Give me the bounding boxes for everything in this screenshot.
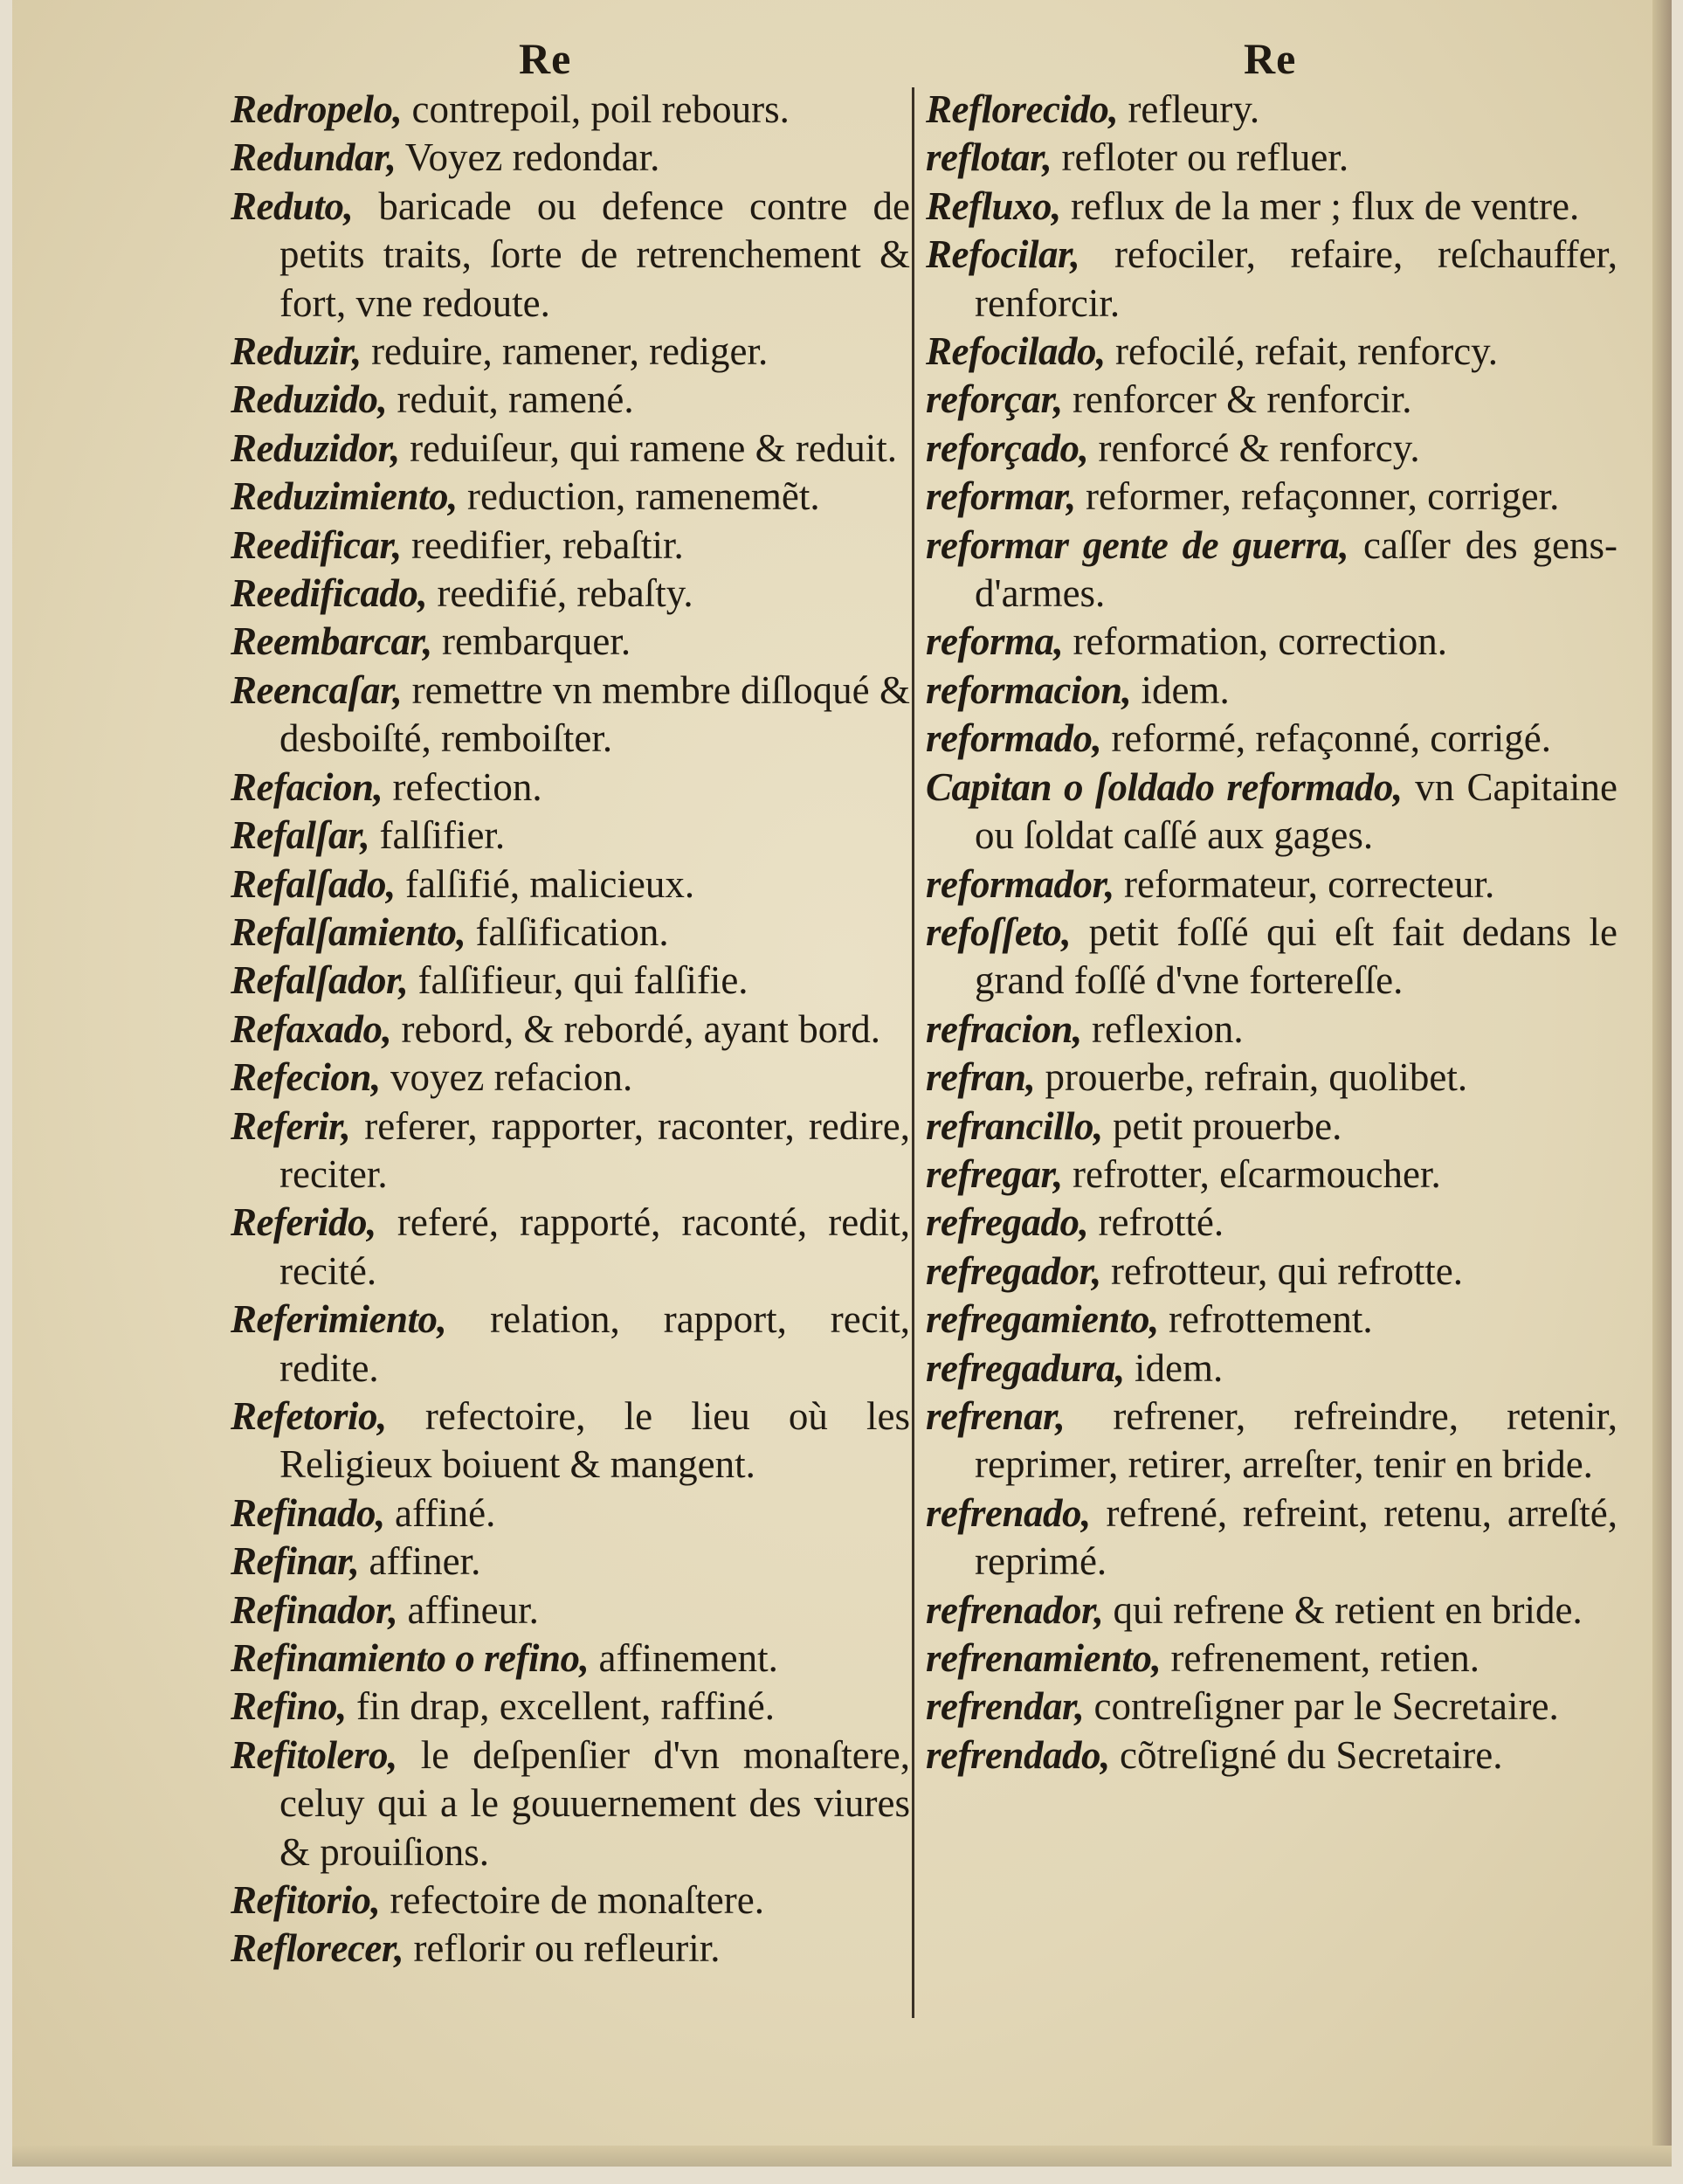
entry-headword: Refinador, <box>231 1587 398 1632</box>
entry-headword: Redropelo, <box>231 87 403 131</box>
dictionary-entry <box>926 473 1617 521</box>
entry-headword: refrendado, <box>926 1732 1110 1777</box>
entry-headword: Reduzir, <box>231 329 362 374</box>
dictionary-entry <box>231 1296 910 1393</box>
entry-definition: refrottement. <box>1158 1297 1373 1342</box>
entry-definition: rebord, & rebordé, ayant bord. <box>391 1006 881 1051</box>
dictionary-entry <box>231 1538 910 1586</box>
dictionary-entry <box>926 1151 1617 1199</box>
entry-definition: reformateur, correcteur. <box>1114 861 1495 906</box>
entry-definition: Voyez redondar. <box>396 135 660 180</box>
entry-definition: affinement. <box>589 1636 778 1680</box>
entry-definition: qui refrene & retient en bride. <box>1103 1587 1583 1632</box>
dictionary-entry <box>926 1199 1617 1247</box>
entry-headword: Reflorecido, <box>926 87 1119 131</box>
entry-definition: referé, rapporté, raconté, redit, recité. <box>279 1200 910 1293</box>
dictionary-entry <box>926 134 1617 182</box>
entry-definition: refectoire, le lieu où les Religieux boiuent & mangent. <box>279 1393 910 1487</box>
entry-headword: reformado, <box>926 716 1102 761</box>
entry-headword: Refalſamiento, <box>231 909 466 954</box>
entry-headword: refregar, <box>926 1151 1063 1196</box>
entry-headword: Refinado, <box>231 1490 385 1535</box>
book-page <box>12 0 1672 2167</box>
entry-headword: Capitan o ſoldado reformado, <box>926 764 1403 809</box>
entry-definition: refleury. <box>1118 87 1260 131</box>
entry-definition: le deſpenſier d'vn monaſtere, celuy qui a le gouuernement des viures & prouiſions. <box>279 1732 910 1874</box>
entry-definition: contreſigner par le Secretaire. <box>1084 1684 1559 1729</box>
entry-definition: caſſer des gens-d'armes. <box>975 522 1617 616</box>
entry-definition: refrené, refreint, retenu, arreſté, reprimé. <box>975 1490 1617 1584</box>
entry-headword: Reedificar, <box>231 522 402 567</box>
entry-definition: refrenement, retien. <box>1161 1636 1480 1680</box>
entry-definition: cõtreſigné du Secretaire. <box>1109 1732 1503 1777</box>
dictionary-entry <box>231 1054 910 1102</box>
entry-headword: Refinamiento o refino, <box>231 1636 590 1680</box>
entry-headword: Referir, <box>231 1103 351 1148</box>
page-edge-shadow <box>1652 0 1672 2167</box>
entry-definition: contrepoil, poil rebours. <box>402 87 790 131</box>
dictionary-entry <box>231 376 910 424</box>
entry-definition: remettre vn membre diſloqué & desboiſté, remboiſter. <box>279 667 910 761</box>
dictionary-entry <box>231 183 910 328</box>
dictionary-entry <box>231 812 910 860</box>
entry-headword: Refalſador, <box>231 958 409 1003</box>
entry-definition: referer, rapporter, raconter, redire, reciter. <box>279 1103 910 1196</box>
left-column <box>231 86 910 1973</box>
entry-headword: reformar gente de guerra, <box>926 522 1349 567</box>
dictionary-entry <box>926 425 1617 473</box>
entry-headword: Refluxo, <box>926 183 1061 228</box>
entry-definition: vn Capitaine ou ſoldat caſſé aux gages. <box>975 764 1617 858</box>
entry-headword: Reedificado, <box>231 571 428 616</box>
page-bottom-edge <box>12 2146 1672 2167</box>
dictionary-entry <box>926 1586 1617 1635</box>
entry-definition: reedifié, rebaſty. <box>427 571 693 616</box>
entry-headword: refregamiento, <box>926 1297 1159 1342</box>
dictionary-entry <box>926 1248 1617 1296</box>
dictionary-entry <box>231 1731 910 1876</box>
entry-headword: Reduzidor, <box>231 425 400 470</box>
entry-definition: prouerbe, refrain, quolibet. <box>1035 1055 1468 1100</box>
dictionary-entry <box>231 86 910 134</box>
dictionary-entry <box>231 522 910 570</box>
dictionary-entry <box>926 522 1617 619</box>
entry-definition: petit prouerbe. <box>1102 1103 1342 1148</box>
entry-definition: affiner. <box>359 1539 481 1584</box>
dictionary-entry <box>231 473 910 521</box>
entry-definition: refrotteur, qui refrotte. <box>1100 1248 1464 1293</box>
entry-headword: Refalſado, <box>231 861 396 906</box>
entry-headword: reflotar, <box>926 135 1052 180</box>
dictionary-entry <box>231 1489 910 1538</box>
dictionary-entry <box>231 618 910 666</box>
column-divider <box>912 87 914 2018</box>
dictionary-entry <box>231 134 910 182</box>
dictionary-entry <box>926 183 1617 231</box>
entry-headword: reforma, <box>926 619 1064 664</box>
entry-headword: Refocilado, <box>926 329 1106 374</box>
dictionary-entry <box>231 860 910 909</box>
entry-definition: baricade ou defence contre de petits traits, ſorte de retrenchement & fort, vne redoute. <box>279 183 910 325</box>
entry-definition: reduiſeur, qui ramene & reduit. <box>399 425 898 470</box>
dictionary-entry <box>926 1102 1617 1151</box>
entry-definition: reduction, ramenemẽt. <box>457 474 820 519</box>
entry-definition: refloter ou refluer. <box>1052 135 1349 180</box>
dictionary-entry <box>926 860 1617 909</box>
dictionary-entry <box>926 667 1617 715</box>
entry-headword: Refinar, <box>231 1539 360 1584</box>
entry-headword: Reduzimiento, <box>231 474 458 519</box>
entry-headword: Reflorecer, <box>231 1926 404 1971</box>
entry-definition: idem. <box>1131 667 1230 712</box>
entry-definition: reflorir ou refleurir. <box>404 1926 721 1971</box>
entry-definition: refrener, refreindre, retenir, reprimer, retirer, arreſter, tenir en bride. <box>975 1393 1617 1487</box>
dictionary-entry <box>926 764 1617 860</box>
dictionary-entry <box>231 1393 910 1489</box>
entry-headword: Refacion, <box>231 764 383 809</box>
entry-definition: refrotter, eſcarmoucher. <box>1062 1151 1441 1196</box>
entry-headword: Refaxado, <box>231 1006 392 1051</box>
dictionary-entry <box>926 1006 1617 1054</box>
entry-definition: relation, rapport, recit, redite. <box>279 1297 910 1390</box>
entry-definition: renforcer & renforcir. <box>1062 377 1412 422</box>
entry-headword: Reembarcar, <box>231 619 432 664</box>
dictionary-entry <box>926 328 1617 376</box>
entry-headword: reforçar, <box>926 377 1063 422</box>
entry-headword: refrendar, <box>926 1684 1085 1729</box>
entry-headword: refregadura, <box>926 1345 1125 1390</box>
dictionary-entry <box>926 1296 1617 1344</box>
entry-definition: renforcé & renforcy. <box>1088 425 1420 470</box>
entry-definition: rembarquer. <box>431 619 631 664</box>
dictionary-entry <box>231 764 910 812</box>
entry-headword: refrenador, <box>926 1587 1104 1632</box>
entry-headword: Refecion, <box>231 1055 381 1100</box>
dictionary-entry <box>231 425 910 473</box>
dictionary-entry <box>926 1635 1617 1683</box>
entry-headword: Referido, <box>231 1200 376 1245</box>
entry-headword: Referimiento, <box>231 1297 447 1342</box>
entry-headword: refrenado, <box>926 1490 1091 1535</box>
entry-headword: Refalſar, <box>231 813 370 858</box>
entry-definition: affiné. <box>384 1490 496 1535</box>
dictionary-entry <box>231 909 910 957</box>
running-head-left: Re <box>519 34 572 83</box>
right-column <box>926 86 1617 1780</box>
dictionary-entry <box>231 1199 910 1296</box>
entry-definition: refection. <box>383 764 542 809</box>
entry-definition: reduire, ramener, rediger. <box>361 329 769 374</box>
dictionary-entry <box>231 328 910 376</box>
entry-headword: Refino, <box>231 1684 347 1729</box>
entry-headword: reformador, <box>926 861 1114 906</box>
dictionary-entry <box>926 1054 1617 1102</box>
entry-definition: falſifié, malicieux. <box>395 861 695 906</box>
entry-headword: Reduzido, <box>231 377 388 422</box>
entry-definition: affineur. <box>397 1587 539 1632</box>
dictionary-entry <box>926 1731 1617 1780</box>
entry-definition: falſifieur, qui falſifie. <box>408 958 748 1003</box>
entry-headword: refracion, <box>926 1006 1082 1051</box>
entry-headword: Redundar, <box>231 135 397 180</box>
entry-definition: voyez refacion. <box>380 1055 633 1100</box>
entry-definition: reduit, ramené. <box>387 377 634 422</box>
dictionary-entry <box>926 715 1617 763</box>
entry-definition: refocilé, refait, renforcy. <box>1105 329 1498 374</box>
dictionary-entry <box>926 376 1617 424</box>
entry-headword: Refocilar, <box>926 232 1080 277</box>
entry-headword: refrenamiento, <box>926 1636 1162 1680</box>
entry-definition: reformation, correction. <box>1063 619 1448 664</box>
entry-headword: refregado, <box>926 1200 1089 1245</box>
entry-definition: falſification. <box>466 909 669 954</box>
entry-headword: refregador, <box>926 1248 1101 1293</box>
entry-headword: Reencaſar, <box>231 667 403 712</box>
dictionary-entry <box>231 1683 910 1731</box>
dictionary-entry <box>231 1925 910 1973</box>
entry-headword: refran, <box>926 1055 1036 1100</box>
entry-headword: reforçado, <box>926 425 1089 470</box>
dictionary-entry <box>231 570 910 618</box>
dictionary-entry <box>926 86 1617 134</box>
entry-headword: Reduto, <box>231 183 354 228</box>
entry-definition: reedifier, rebaſtir. <box>401 522 684 567</box>
dictionary-entry <box>231 1635 910 1683</box>
entry-headword: refrancillo, <box>926 1103 1103 1148</box>
dictionary-entry <box>926 1683 1617 1731</box>
entry-headword: refrenar, <box>926 1393 1066 1438</box>
dictionary-entry <box>926 1344 1617 1393</box>
entry-definition: falſifier. <box>369 813 506 858</box>
running-head-right: Re <box>1244 34 1297 83</box>
entry-definition: reformé, refaçonné, corrigé. <box>1101 716 1551 761</box>
entry-definition: petit foſſé qui eſt fait dedans le grand foſſé d'vne fortereſſe. <box>975 909 1617 1003</box>
entry-definition: reflexion. <box>1081 1006 1244 1051</box>
dictionary-entry <box>231 1006 910 1054</box>
entry-headword: Refitolero, <box>231 1732 397 1777</box>
entry-headword: Refetorio, <box>231 1393 387 1438</box>
entry-definition: reformer, refaçonner, corriger. <box>1075 474 1560 519</box>
dictionary-entry <box>926 231 1617 328</box>
dictionary-entry <box>926 1489 1617 1586</box>
entry-definition: fin drap, excellent, raffiné. <box>346 1684 775 1729</box>
entry-definition: refociler, refaire, reſchauffer, renforcir. <box>975 232 1617 325</box>
entry-headword: reformar, <box>926 474 1076 519</box>
dictionary-entry <box>231 957 910 1005</box>
entry-headword: Refitorio, <box>231 1878 381 1923</box>
dictionary-entry <box>926 909 1617 1006</box>
entry-headword: reformacion, <box>926 667 1132 712</box>
dictionary-entry <box>231 1102 910 1199</box>
entry-headword: refoſſeto, <box>926 909 1072 954</box>
dictionary-entry <box>231 1586 910 1635</box>
entry-definition: refectoire de monaſtere. <box>380 1878 764 1923</box>
dictionary-entry <box>926 1393 1617 1489</box>
entry-definition: reflux de la mer ; flux de ventre. <box>1060 183 1580 228</box>
dictionary-entry <box>231 1876 910 1925</box>
dictionary-entry <box>926 618 1617 666</box>
entry-definition: refrotté. <box>1088 1200 1224 1245</box>
entry-definition: idem. <box>1124 1345 1224 1390</box>
dictionary-entry <box>231 667 910 764</box>
